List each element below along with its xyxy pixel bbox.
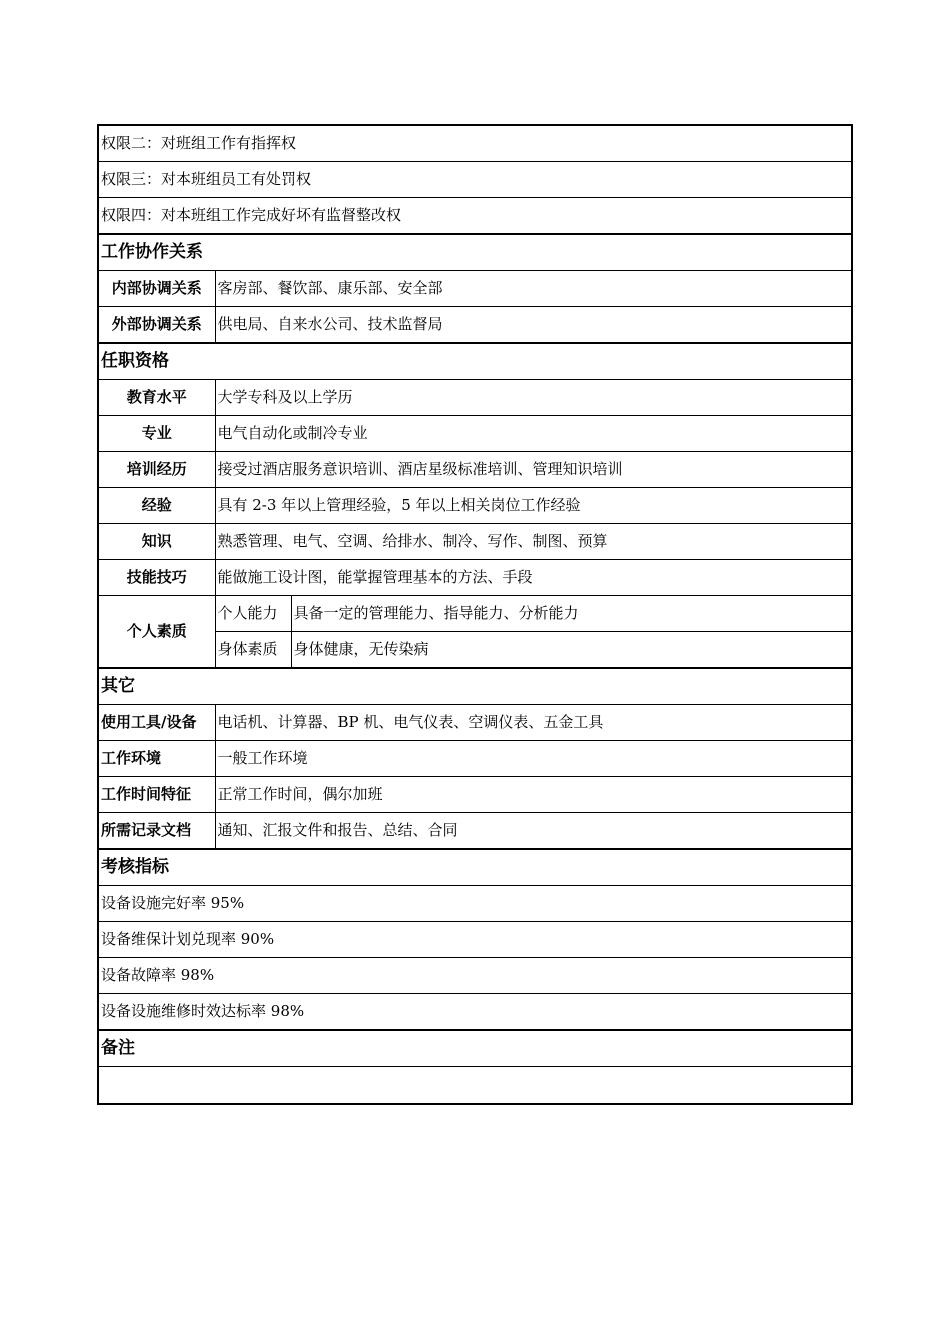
section-title: 工作协作关系 (99, 234, 851, 271)
authority-item: 权限四：对本班组工作完成好坏有监督整改权 (99, 198, 851, 235)
section-other (99, 668, 851, 705)
row-value: 大学专科及以上学历 (215, 380, 851, 416)
row-value: 供电局、自来水公司、技术监督局 (215, 307, 851, 344)
row-value: 能做施工设计图，能掌握管理基本的方法、手段 (215, 560, 851, 596)
job-description-sheet (97, 124, 853, 1105)
row-label: 个人素质 (99, 596, 215, 669)
row-value: 通知、汇报文件和报告、总结、合同 (215, 813, 851, 850)
remarks-row (99, 1067, 851, 1104)
row-value: 电话机、计算器、BP 机、电气仪表、空调仪表、五金工具 (215, 705, 851, 741)
authority-row (99, 198, 851, 235)
sub-label: 个人能力 (215, 596, 291, 632)
row-label: 所需记录文档 (99, 813, 215, 850)
row-value: 一般工作环境 (215, 741, 851, 777)
assessment-row (99, 922, 851, 958)
qualification-row (99, 416, 851, 452)
assessment-item: 设备维保计划兑现率 90% (99, 922, 851, 958)
personal-quality-row (99, 596, 851, 632)
other-row (99, 741, 851, 777)
section-title: 任职资格 (99, 343, 851, 380)
row-label: 技能技巧 (99, 560, 215, 596)
remarks-content (99, 1067, 851, 1104)
section-qualification (99, 343, 851, 380)
other-row (99, 777, 851, 813)
other-row (99, 813, 851, 850)
row-value: 电气自动化或制冷专业 (215, 416, 851, 452)
row-label: 工作环境 (99, 741, 215, 777)
assessment-row (99, 886, 851, 922)
row-label: 知识 (99, 524, 215, 560)
row-label: 教育水平 (99, 380, 215, 416)
qualification-row (99, 488, 851, 524)
qualification-row (99, 452, 851, 488)
row-value: 具备一定的管理能力、指导能力、分析能力 (291, 596, 851, 632)
section-title: 备注 (99, 1030, 851, 1067)
qualification-row (99, 560, 851, 596)
row-label: 培训经历 (99, 452, 215, 488)
authority-row (99, 126, 851, 162)
row-value: 客房部、餐饮部、康乐部、安全部 (215, 271, 851, 307)
assessment-item: 设备故障率 98% (99, 958, 851, 994)
sub-label: 身体素质 (215, 632, 291, 669)
row-value: 熟悉管理、电气、空调、给排水、制冷、写作、制图、预算 (215, 524, 851, 560)
row-value: 接受过酒店服务意识培训、酒店星级标准培训、管理知识培训 (215, 452, 851, 488)
cooperation-row (99, 307, 851, 344)
other-row (99, 705, 851, 741)
assessment-row (99, 994, 851, 1031)
row-label: 内部协调关系 (99, 271, 215, 307)
section-cooperation (99, 234, 851, 271)
assessment-row (99, 958, 851, 994)
row-label: 工作时间特征 (99, 777, 215, 813)
section-remarks (99, 1030, 851, 1067)
assessment-item: 设备设施维修时效达标率 98% (99, 994, 851, 1031)
qualification-row (99, 524, 851, 560)
row-label: 使用工具/设备 (99, 705, 215, 741)
job-description-table (99, 126, 851, 1103)
row-value: 正常工作时间，偶尔加班 (215, 777, 851, 813)
row-value: 身体健康，无传染病 (291, 632, 851, 669)
qualification-row (99, 380, 851, 416)
row-label: 专业 (99, 416, 215, 452)
section-title: 考核指标 (99, 849, 851, 886)
assessment-item: 设备设施完好率 95% (99, 886, 851, 922)
row-label: 经验 (99, 488, 215, 524)
row-label: 外部协调关系 (99, 307, 215, 344)
authority-item: 权限二：对班组工作有指挥权 (99, 126, 851, 162)
authority-item: 权限三：对本班组员工有处罚权 (99, 162, 851, 198)
section-assessment (99, 849, 851, 886)
authority-row (99, 162, 851, 198)
cooperation-row (99, 271, 851, 307)
row-value: 具有 2-3 年以上管理经验，5 年以上相关岗位工作经验 (215, 488, 851, 524)
section-title: 其它 (99, 668, 851, 705)
